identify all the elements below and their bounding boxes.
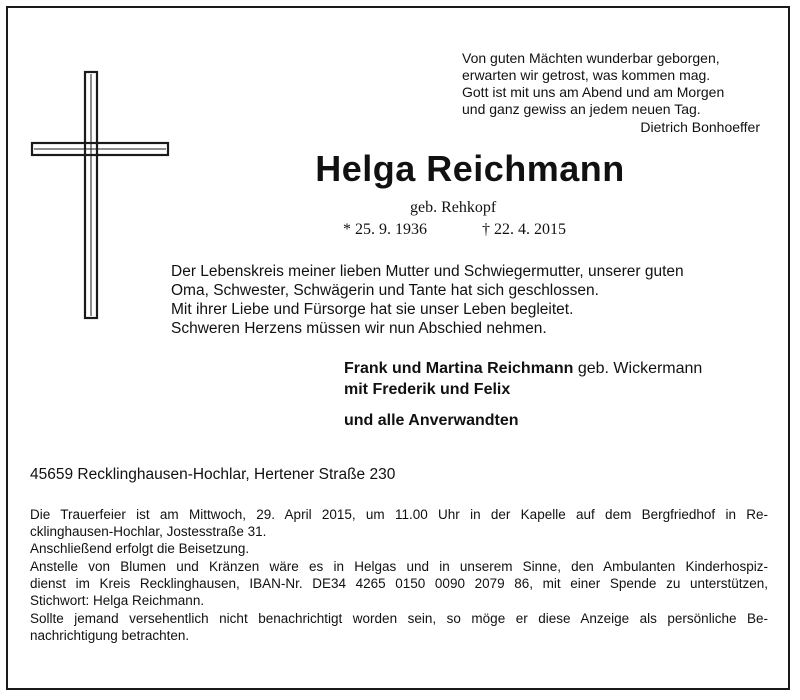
- life-dates: [343, 221, 566, 239]
- motto-line: erwarten wir getrost, was kommen mag.: [462, 67, 711, 83]
- mourner-relatives: und alle Anverwandten: [344, 412, 519, 429]
- birth-name: geb. Rehkopf: [410, 199, 497, 216]
- family-address: 45659 Recklinghausen-Hochlar, Hertener Straße 230: [30, 466, 396, 483]
- funeral-notes: [30, 506, 768, 644]
- note-line: Die Trauerfeier ist am Mittwoch, 29. April 2015, um 11.00 Uhr in der Kapelle auf dem Bergfriedhof in Re-: [30, 507, 768, 522]
- motto-author: Dietrich Bonhoeffer: [640, 119, 760, 135]
- message-line: Schweren Herzens müssen wir nun Abschied nehmen.: [171, 320, 547, 337]
- mourner-line: [344, 379, 774, 400]
- mourner-maiden-name: geb. Wickermann: [577, 360, 703, 377]
- decedent-name: Helga Reichmann: [315, 148, 625, 189]
- note-line: Sollte jemand versehentlich nicht benachrichtigt worden sein, so möge er diese Anzeige als persönliche Be-: [30, 611, 768, 626]
- motto-line: Gott ist mit uns am Abend und am Morgen: [462, 84, 725, 100]
- note-line: Anstelle von Blumen und Kränzen wäre es in Helgas und in unserem Sinne, den Ambulanten Kinderhospiz-: [30, 559, 768, 574]
- message-line: Mit ihrer Liebe und Fürsorge hat sie unser Leben begleitet.: [171, 301, 574, 318]
- note-line: dienst im Kreis Recklinghausen, IBAN-Nr. DE34 4265 0150 0090 2079 86, mit einer Spende zu unterstützen,: [30, 576, 768, 591]
- birth-date: * 25. 9. 1936: [343, 221, 427, 238]
- mourners: [344, 358, 774, 431]
- motto-line: Von guten Mächten wunderbar geborgen,: [462, 50, 720, 66]
- note-line: Anschließend erfolgt die Beisetzung.: [30, 541, 250, 556]
- note-line: cklinghausen-Hochlar, Jostesstraße 31.: [30, 524, 267, 539]
- mourner-line: [344, 358, 774, 379]
- mourner-children: mit Frederik und Felix: [344, 381, 511, 398]
- note-line: nachrichtigung betrachten.: [30, 628, 190, 643]
- motto-line: und ganz gewiss an jedem neuen Tag.: [462, 101, 701, 117]
- farewell-message: [171, 262, 771, 338]
- motto-quote: [440, 50, 760, 136]
- note-line: Stichwort: Helga Reichmann.: [30, 593, 205, 608]
- message-line: Der Lebenskreis meiner lieben Mutter und Schwiegermutter, unserer guten: [171, 263, 684, 280]
- cross-icon: [30, 70, 170, 320]
- death-date: † 22. 4. 2015: [482, 221, 566, 238]
- message-line: Oma, Schwester, Schwägerin und Tante hat sich geschlossen.: [171, 282, 599, 299]
- mourner-line: [344, 410, 774, 431]
- mourner-names: Frank und Martina Reichmann: [344, 360, 574, 377]
